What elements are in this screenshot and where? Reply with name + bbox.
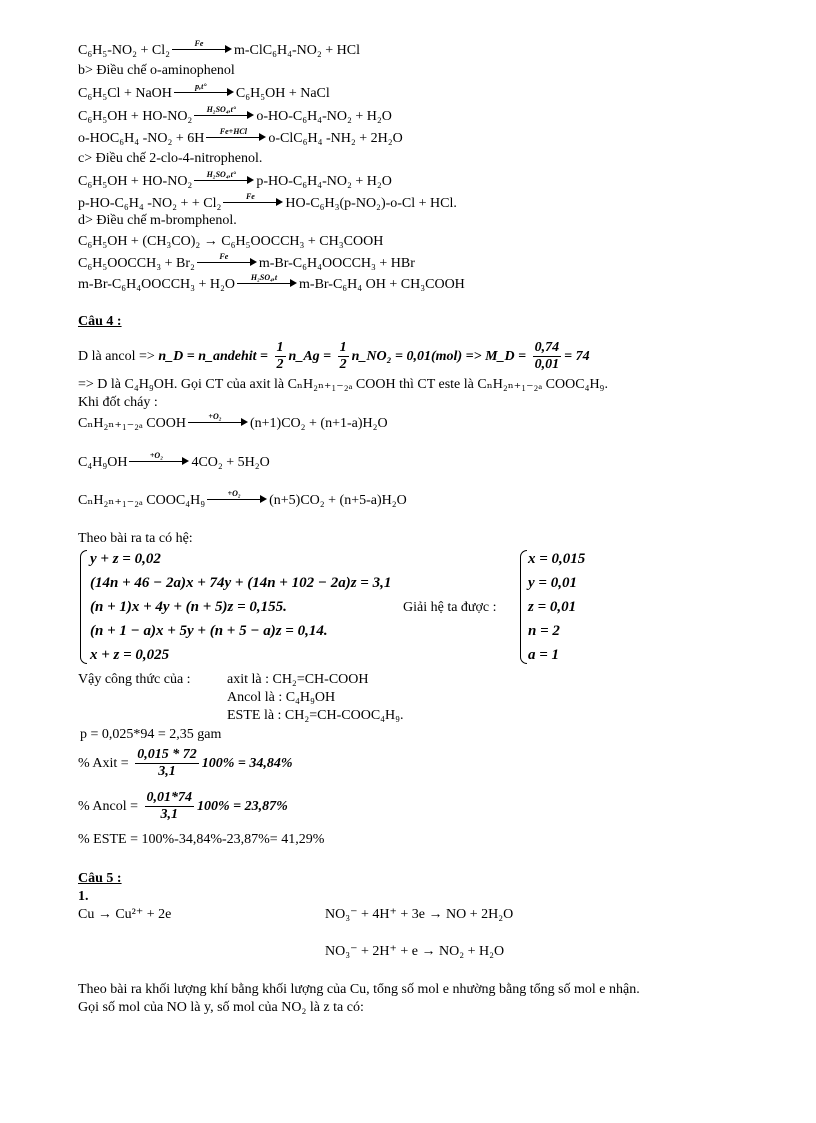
fraction: $\frac{1}{2}$ xyxy=(339,340,347,373)
reaction-line: C₆H₅-NO₂ + Cl₂ Fe m-ClC₆H₄-NO₂ + HCl xyxy=(78,39,360,58)
reaction-line: p-HO-C₆H₄ -NO₂ + + Cl₂ Fe HO-C₆H₃(p-NO₂)-o-Cl + HCl. xyxy=(78,192,457,211)
brace xyxy=(520,550,527,664)
reaction-line: C₄H₉OH +O₂ 4CO₂ + 5H₂O xyxy=(78,451,270,470)
fraction: $\frac{0,01*74}{3,1}$ xyxy=(146,790,192,823)
text-line: axit là : CH₂=CH-COOH xyxy=(227,672,369,687)
reaction-line: C₆H₅Cl + NaOH p,t° C₆H₅OH + NaCl xyxy=(78,82,330,101)
reaction-arrow: H₂SO₄,t° xyxy=(194,172,254,186)
reaction-line: CₙH₂ₙ₊₁₋₂ₐ COOC₄H₉ +O₂ (n+5)CO₂ + (n+5-a)H₂O xyxy=(78,489,407,508)
reaction-line: o-HOC₆H₄ -NO₂ + 6H Fe+HCl o-ClC₆H₄ -NH₂ + 2H₂O xyxy=(78,127,403,146)
equation-row: (n + 1)x + 4y + (n + 5)z = 0,155. xyxy=(90,599,287,615)
solution-row: x = 0,015 xyxy=(528,551,586,567)
fraction: $\frac{0,015 * 72}{3,1}$ xyxy=(137,747,197,780)
reaction-arrow: H₂SO₄,t° xyxy=(194,107,254,121)
text-line: Theo bài ra ta có hệ: xyxy=(78,531,193,546)
text-line: Khi đốt cháy : xyxy=(78,395,158,410)
fraction: $\frac{1}{2}$ xyxy=(276,340,284,373)
text-line: % ESTE = 100%-34,84%-23,87%= 41,29% xyxy=(78,832,325,847)
text-line: Giải hệ ta được : xyxy=(403,600,497,615)
reaction-arrow: H₂SO₄,t xyxy=(237,275,297,289)
reaction-line: CₙH₂ₙ₊₁₋₂ₐ COOH +O₂ (n+1)CO₂ + (n+1-a)H₂O xyxy=(78,412,388,431)
text-line: Ancol là : C₄H₉OH xyxy=(227,690,336,705)
subheading: b> Điều chế o-aminophenol xyxy=(78,63,235,78)
reaction-arrow: Fe xyxy=(223,194,283,208)
equation-system xyxy=(90,547,391,667)
text-line: Vậy công thức của : xyxy=(78,672,191,687)
subheading: c> Điều chế 2-clo-4-nitrophenol. xyxy=(78,151,263,166)
section-heading: Câu 4 : xyxy=(78,314,122,329)
text-line: ESTE là : CH₂=CH-COOC₄H₉. xyxy=(227,708,404,723)
equation-row: (n + 1 − a)x + 5y + (n + 5 − a)z = 0,14. xyxy=(90,623,328,639)
reaction-arrow: +O₂ xyxy=(188,414,248,428)
subheading: d> Điều chế m-bromphenol. xyxy=(78,213,237,228)
equation-line: NO₃⁻ + 4H⁺ + 3e → NO + 2H₂O xyxy=(325,907,514,922)
reaction-line: C₆H₅OOCCH₃ + Br₂ Fe m-Br-C₆H₄OOCCH₃ + HBr xyxy=(78,252,415,271)
solution-row: a = 1 xyxy=(528,647,560,663)
reaction-arrow: Fe xyxy=(172,41,232,55)
reaction-arrow: Fe+HCl xyxy=(206,129,266,143)
text-line: p = 0,025*94 = 2,35 gam xyxy=(80,727,222,742)
reaction-line: C₆H₅OH + HO-NO₂ H₂SO₄,t° o-HO-C₆H₄-NO₂ + H₂O xyxy=(78,105,392,124)
brace xyxy=(80,550,87,664)
formula-line: % Ancol = $\frac{0,01*74}{3,1}$ 100% = 23,87% xyxy=(78,790,288,823)
equation-row: y + z = 0,02 xyxy=(90,551,161,567)
reaction-line: C₆H₅OH + HO-NO₂ H₂SO₄,t° p-HO-C₆H₄-NO₂ + H₂O xyxy=(78,170,392,189)
reaction-line: m-Br-C₆H₄OOCCH₃ + H₂O H₂SO₄,t m-Br-C₆H₄ OH + CH₃COOH xyxy=(78,273,465,292)
text-line: Theo bài ra khối lượng khí bằng khối lượng của Cu, tổng số mol e nhường bằng tổng số mol e nhận. xyxy=(78,982,640,997)
solution-row: z = 0,01 xyxy=(528,599,577,615)
equation-row: (14n + 46 − 2a)x + 74y + (14n + 102 − 2a)z = 3,1 xyxy=(90,575,392,591)
equation-line: NO₃⁻ + 2H⁺ + e → NO₂ + H₂O xyxy=(325,944,505,959)
text-line: Gọi số mol của NO là y, số mol của NO₂ là z ta có: xyxy=(78,1000,364,1015)
equation-line: Cu → Cu²⁺ + 2e xyxy=(78,907,172,922)
item-number: 1. xyxy=(78,889,89,904)
formula-line: % Axit = $\frac{0,015 * 72}{3,1}$ 100% = 34,84% xyxy=(78,747,293,780)
reaction-arrow: +O₂ xyxy=(129,453,189,467)
reaction-arrow: +O₂ xyxy=(207,491,267,505)
solution-row: y = 0,01 xyxy=(528,575,577,591)
solution-system xyxy=(528,547,585,667)
reaction-arrow: p,t° xyxy=(174,84,234,98)
solution-row: n = 2 xyxy=(528,623,560,639)
reaction-line: C₆H₅OH + (CH₃CO)₂ → C₆H₅OOCCH₃ + CH₃COOH xyxy=(78,234,384,249)
fraction: $\frac{0,74}{0,01}$ xyxy=(534,340,560,373)
text-line: => D là C₄H₉OH. Gọi CT của axit là CₙH₂ₙ₊₁₋₂ₐ COOH thì CT este là CₙH₂ₙ₊₁₋₂ₐ COOC₄H₉. xyxy=(78,377,608,392)
reaction-arrow: Fe xyxy=(197,254,257,268)
formula-line: D là ancol => n_D = n_andehit = $\frac{1}{2}$ n_Ag = $\frac{1}{2}$ n_NO₂ = 0,01(mol) => M_D = $\frac{0,74}{0,01}$ = 74 xyxy=(78,340,590,373)
equation-row: x + z = 0,025 xyxy=(90,647,170,663)
section-heading: Câu 5 : xyxy=(78,871,122,886)
